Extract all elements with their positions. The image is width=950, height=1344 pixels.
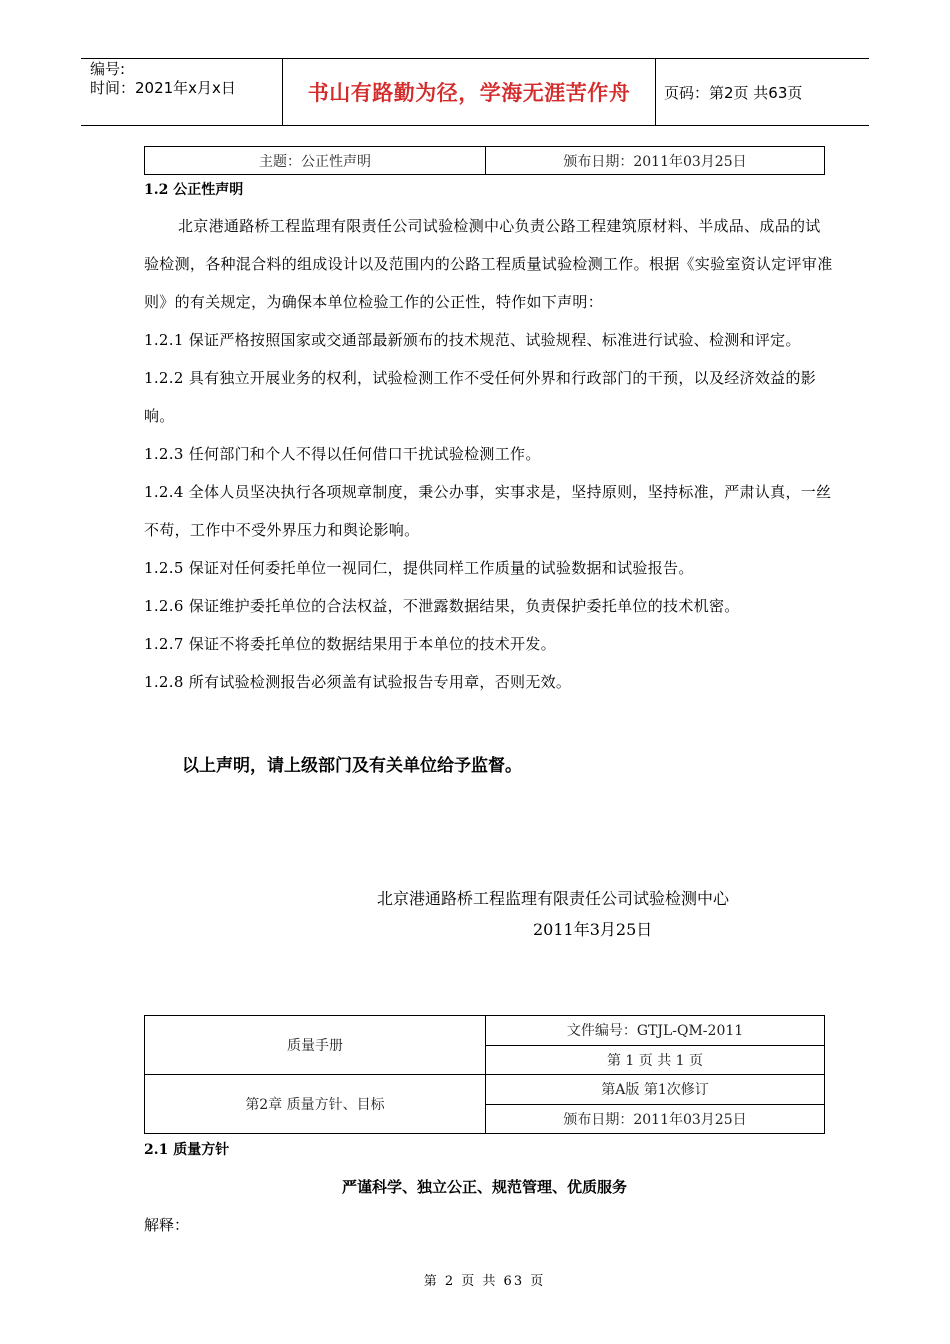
manual-title-cell: 质量手册: [145, 1016, 486, 1075]
section-2-1-heading: 2.1 质量方针: [144, 1142, 230, 1158]
manual-chapter-cell: 第2章 质量方针、目标: [145, 1075, 486, 1134]
header-meta: [90, 60, 236, 98]
closing-statement: 以上声明，请上级部门及有关单位给予监督。: [182, 756, 522, 776]
manual-page-info-cell: 第 1 页 共 1 页: [486, 1045, 825, 1075]
manual-issue-date-cell: 颁布日期：2011年03月25日: [486, 1104, 825, 1134]
subject-cell: 主题：公正性声明: [145, 147, 486, 175]
header-number-label: 编号:: [90, 60, 126, 78]
header-bottom-rule: [81, 125, 869, 126]
declaration-item: 1.2.3 任何部门和个人不得以任何借口干扰试验检测工作。: [144, 445, 541, 463]
signature-date: 2011年3月25日: [533, 920, 653, 939]
header-motto: 书山有路勤为径，学海无涯苦作舟: [307, 81, 631, 105]
explanation-label: 解释：: [144, 1216, 190, 1234]
declaration-item: 1.2.7 保证不将委托单位的数据结果用于本单位的技术开发。: [144, 635, 556, 653]
declaration-item: 1.2.8 所有试验检测报告必须盖有试验报告专用章，否则无效。: [144, 673, 572, 691]
subject-table: [144, 146, 825, 175]
manual-doc-no-cell: 文件编号：GTJL-QM-2011: [486, 1016, 825, 1046]
header-page-label: 页码：第2页 共63页: [664, 84, 803, 102]
declaration-item: 1.2.4 全体人员坚决执行各项规章制度，秉公办事，实事求是，坚持原则，坚持标准，严肃认真，一丝不苟，工作中不受外界压力和舆论影响。: [144, 483, 832, 539]
header-top-rule: [81, 58, 869, 59]
header-divider-right: [655, 58, 656, 126]
declaration-item: 1.2.5 保证对任何委托单位一视同仁，提供同样工作质量的试验数据和试验报告。: [144, 559, 694, 577]
declaration-item: 1.2.2 具有独立开展业务的权利，试验检测工作不受任何外界和行政部门的干预，以及经济效益的影响。: [144, 369, 817, 425]
page-footer: 第 2 页 共 63 页: [423, 1274, 546, 1289]
section-1-2-body: [144, 207, 834, 701]
quality-policy: 严谨科学、独立公正、规范管理、优质服务: [341, 1178, 627, 1196]
subject-issue-date-cell: 颁布日期：2011年03月25日: [486, 147, 825, 175]
declaration-item: 1.2.1 保证严格按照国家或交通部最新颁布的技术规范、试验规程、标准进行试验、检测和评定。: [144, 331, 801, 349]
section-1-2-heading: 1.2 公正性声明: [144, 182, 244, 198]
header-time-label: 时间：2021年x月x日: [90, 79, 236, 97]
section-1-2-intro: 北京港通路桥工程监理有限责任公司试验检测中心负责公路工程建筑原材料、半成品、成品的试验检测，各种混合料的组成设计以及范围内的公路工程质量试验检测工作。根据《实验室资认定评审准则》的有关规定，为确保本单位检验工作的公正性，特作如下声明：: [144, 217, 833, 311]
quality-manual-table: [144, 1015, 825, 1134]
manual-edition-cell: 第A版 第1次修订: [486, 1075, 825, 1105]
declaration-item: 1.2.6 保证维护委托单位的合法权益，不泄露数据结果，负责保护委托单位的技术机密。: [144, 597, 740, 615]
signature-organization: 北京港通路桥工程监理有限责任公司试验检测中心: [377, 889, 730, 908]
